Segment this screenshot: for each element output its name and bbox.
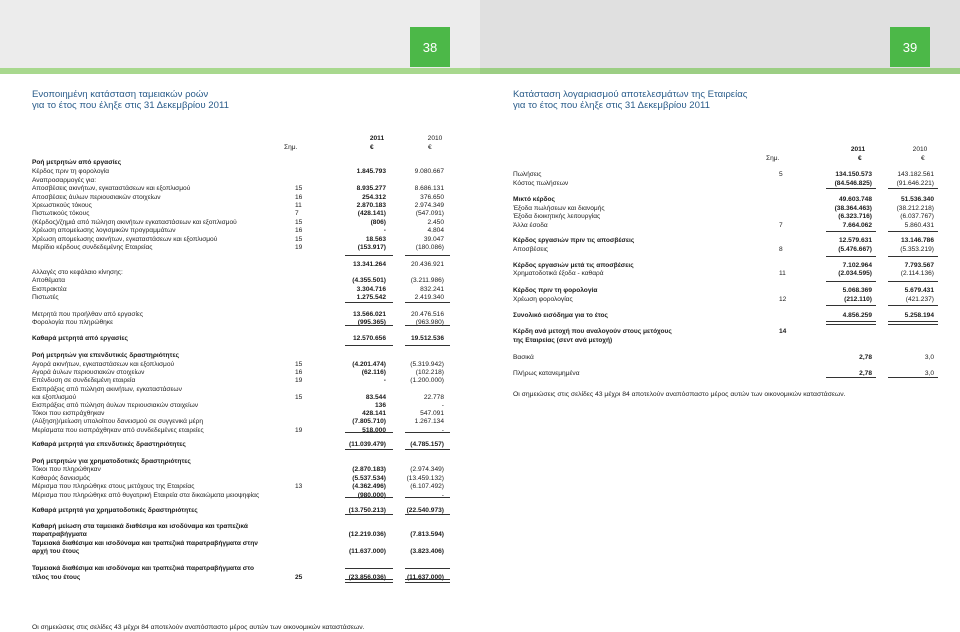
- left-row-label: Μερίσματα που εισπράχθηκαν από συνδεδεμένες εταιρείες: [32, 427, 204, 434]
- left-row-label: Αποθέματα: [32, 277, 66, 284]
- right-row-value-2010: (91.646.221): [896, 180, 934, 187]
- left-row-value-2010: (2.974.349): [410, 466, 444, 473]
- left-row-value-2010: (7.813.594): [410, 531, 444, 538]
- right-row-value-2011: 4.856.259: [842, 312, 872, 319]
- rule: [405, 302, 450, 303]
- right-row-label: Πλήρως κατανεμημένα: [513, 370, 580, 377]
- right-row-label: Έξοδα διοικητικής λειτουργίας: [513, 213, 601, 220]
- left-row-value-2011: -: [383, 227, 386, 234]
- left-row-value-2010: -: [441, 492, 444, 499]
- left-row-value-2011: 1.275.542: [356, 294, 386, 301]
- left-row-note: 15: [295, 361, 303, 368]
- rule: [405, 514, 450, 515]
- left-row-value-2010: (3.823.406): [410, 548, 444, 555]
- left-row-note: 11: [295, 202, 302, 209]
- left-row-value-2011: (428.141): [357, 210, 386, 217]
- left-row-value-2011: (23.856.036): [348, 574, 386, 581]
- left-row-label: Ροή μετρητών από εργασίες: [32, 159, 122, 166]
- left-row-value-2010: 547.091: [420, 410, 444, 417]
- left-row-value-2010: 22.778: [423, 394, 444, 401]
- left-row-value-2010: 20.476.516: [410, 311, 444, 318]
- rule: [826, 305, 876, 306]
- left-row-label: (Κέρδος)/ζημιά από πώληση ακινήτων εγκαταστάσεων και εξοπλισμού: [32, 219, 237, 226]
- right-row-value-2010: 5.860.431: [904, 222, 934, 229]
- left-row-label: Μέρισμα που πληρώθηκε στους μετόχους της Εταιρείας: [32, 483, 195, 490]
- right-row-label: Χρέωση φορολογίας: [513, 296, 573, 303]
- left-row-value-2010: (11.637.000): [406, 574, 444, 581]
- rule: [345, 325, 393, 326]
- right-footnote: Οι σημειώσεις στις σελίδες 43 μέχρι 84 αποτελούν αναπόσπαστο μέρος αυτών των οικονομικών καταστάσεων.: [513, 391, 846, 398]
- left-row-label: Καθαρά μετρητά για επενδυτικές δραστηριότητες: [32, 441, 186, 448]
- left-row-label: Εισπράξεις από πώληση ακινήτων, εγκαταστάσεων: [32, 386, 182, 393]
- right-currency-2011: €: [858, 155, 862, 162]
- left-row-value-2010: (180.086): [415, 244, 444, 251]
- right-row-label: Μικτό κέρδος: [513, 196, 555, 203]
- right-row-label: Κέρδος εργασιών μετά τις αποσβέσεις: [513, 262, 634, 269]
- left-row-note: 19: [295, 427, 303, 434]
- right-row-value-2011: (6.323.716): [838, 213, 872, 220]
- left-row-value-2010: (963.980): [415, 319, 444, 326]
- left-row-label: Κέρδος πριν τη φορολογία: [32, 168, 110, 175]
- right-row-value-2010: 7.793.567: [904, 262, 934, 269]
- left-row-label: αρχή του έτους: [32, 548, 80, 555]
- left-row-label: Τόκοι που εισπράχθηκαν: [32, 410, 105, 417]
- right-row-value-2010: (5.353.219): [900, 246, 934, 253]
- left-row-value-2010: (13.459.132): [406, 475, 444, 482]
- left-row-note: 15: [295, 185, 303, 192]
- left-col-note: Σημ.: [284, 144, 298, 151]
- left-col-2011: 2011: [369, 135, 385, 142]
- right-row-label: Άλλα έσοδα: [513, 222, 548, 229]
- left-row-value-2011: (11.039.479): [348, 441, 386, 448]
- double-rule: [405, 579, 450, 583]
- left-row-value-2011: (7.805.710): [352, 418, 386, 425]
- left-row-label: Αποσβέσεις ακινήτων, εγκαταστάσεων και εξοπλισμού: [32, 185, 191, 192]
- left-row-value-2011: (4.355.501): [352, 277, 386, 284]
- right-title: [513, 89, 747, 111]
- rule: [405, 345, 450, 346]
- left-row-value-2011: (806): [370, 219, 386, 226]
- right-row-value-2011: 5.068.369: [842, 287, 872, 294]
- rule: [888, 188, 938, 189]
- right-row-value-2011: 7.664.062: [842, 222, 872, 229]
- right-row-value-2010: 5.258.194: [904, 312, 934, 319]
- left-row-value-2011: (62.116): [361, 369, 386, 376]
- right-header-strip: [480, 68, 960, 74]
- right-row-note: 12: [779, 296, 787, 303]
- left-row-label: Καθαρή μείωση στα ταμειακά διαθέσιμα και ισοδύναμα και τραπεζικά: [32, 523, 248, 530]
- right-row-label: Κέρδος πριν τη φορολογία: [513, 287, 598, 294]
- left-row-value-2010: -: [441, 427, 444, 434]
- left-row-value-2011: (12.219.036): [348, 531, 386, 538]
- right-row-value-2011: 134.150.573: [835, 171, 872, 178]
- rule: [826, 231, 876, 232]
- right-row-value-2010: (38.212.218): [896, 205, 934, 212]
- left-header-strip: [0, 68, 480, 74]
- left-row-label: Φορολογία που πληρώθηκε: [32, 319, 114, 326]
- right-col-note: Σημ.: [766, 155, 780, 162]
- right-row-value-2011: (84.546.825): [834, 180, 872, 187]
- left-row-value-2010: 8.686.131: [414, 185, 444, 192]
- right-row-value-2011: 2,78: [859, 370, 872, 377]
- page-number-right: 39: [890, 27, 930, 67]
- left-row-value-2011: 3.304.716: [356, 286, 386, 293]
- left-row-value-2010: 39.047: [423, 236, 444, 243]
- right-row-label: Κέρδη ανά μετοχή που αναλογούν στους μετόχους: [513, 328, 672, 335]
- left-row-value-2010: (3.211.986): [410, 277, 444, 284]
- left-row-note: 7: [295, 210, 299, 217]
- left-row-value-2010: 19.512.536: [410, 335, 444, 342]
- left-row-value-2010: 2.974.349: [414, 202, 444, 209]
- right-page-header: [480, 0, 960, 68]
- left-row-label: Αναπροσαρμογές για:: [32, 177, 97, 184]
- rule: [826, 188, 876, 189]
- left-row-label: Χρέωση απομείωσης λογισμικών προγραμμάτων: [32, 227, 176, 234]
- right-row-label: Κέρδος εργασιών πριν τις αποσβέσεις: [513, 237, 635, 244]
- right-row-note: 5: [779, 171, 783, 178]
- right-row-note: 14: [779, 328, 787, 335]
- left-row-value-2010: (6.107.492): [410, 483, 444, 490]
- left-row-value-2011: 136: [374, 402, 386, 409]
- rule: [345, 568, 393, 569]
- rule: [888, 231, 938, 232]
- left-row-value-2010: (1.200.000): [410, 377, 444, 384]
- right-row-label: Συνολικό εισόδημα για το έτος: [513, 312, 608, 319]
- right-row-value-2011: 12.579.631: [838, 237, 872, 244]
- rule: [345, 432, 393, 433]
- right-row-value-2010: 13.146.786: [900, 237, 934, 244]
- left-row-label: Αποσβέσεις άυλων περιουσιακών στοιχείων: [32, 194, 161, 201]
- right-row-value-2011: 49.603.748: [838, 196, 872, 203]
- left-row-value-2011: (2.870.183): [352, 466, 386, 473]
- right-row-label: Αποσβέσεις: [513, 246, 548, 253]
- right-row-value-2011: 2,78: [859, 354, 872, 361]
- left-row-label: παρατραβήγματα: [32, 531, 87, 538]
- left-row-value-2010: (5.319.942): [410, 361, 444, 368]
- left-row-label: Ροή μετρητών για επενδυτικές δραστηριότητες: [32, 352, 180, 359]
- left-row-note: 25: [295, 574, 303, 581]
- left-row-note: 19: [295, 244, 303, 251]
- left-row-label: Καθαρά μετρητά για χρηματοδοτικές δραστηριότητες: [32, 507, 198, 514]
- left-row-value-2010: 2.450: [427, 219, 444, 226]
- left-title-line2: για το έτος που έληξε στις 31 Δεκεμβρίου 2011: [32, 100, 229, 111]
- rule: [405, 325, 450, 326]
- right-title-line1: Κατάσταση λογαριασμού αποτελεσμάτων της Εταιρείας: [513, 89, 748, 100]
- left-row-label: Μετρητά που προήλθαν από εργασίες: [32, 311, 144, 318]
- left-row-value-2011: 13.341.264: [352, 261, 386, 268]
- left-row-label: Ταμειακά διαθέσιμα και ισοδύναμα και τραπεζικά παρατραβήγματα στην: [32, 540, 258, 547]
- left-row-label: Μερίδιο κέρδους συνδεδεμένης Εταιρείας: [32, 244, 153, 251]
- right-row-label: Βασικά: [513, 354, 534, 361]
- left-row-label: (Αύξηση)/μείωση υπολοίπου δανεισμού σε συγγενικά μέρη: [32, 418, 203, 425]
- left-row-label: Καθαρός δανεισμός: [32, 475, 90, 482]
- left-row-value-2011: (153.917): [357, 244, 386, 251]
- left-row-note: 16: [295, 194, 303, 201]
- right-col-2011: 2011: [850, 146, 866, 153]
- right-row-value-2010: 3,0: [924, 370, 934, 377]
- left-row-value-2011: 518.000: [362, 427, 386, 434]
- left-row-label: Αγορά ακινήτων, εγκαταστάσεων και εξοπλισμού: [32, 361, 175, 368]
- left-row-label: Εισπράξεις από πώληση άυλων περιουσιακών στοιχείων: [32, 402, 199, 409]
- left-row-note: 16: [295, 369, 303, 376]
- right-row-value-2011: 7.102.964: [842, 262, 872, 269]
- left-row-label: Πιστωτές: [32, 294, 59, 301]
- left-row-label: και εξοπλισμού: [32, 394, 77, 401]
- right-row-label: Έξοδα πωλήσεων και διανομής: [513, 205, 605, 212]
- right-row-value-2010: (6.037.767): [900, 213, 934, 220]
- rule: [345, 302, 393, 303]
- left-row-value-2011: 13.566.021: [352, 311, 386, 318]
- rule: [826, 281, 876, 282]
- left-row-value-2011: (13.750.213): [348, 507, 386, 514]
- left-row-value-2011: 2.870.183: [356, 202, 386, 209]
- left-row-label: Αγορά άυλων περιουσιακών στοιχείων: [32, 369, 145, 376]
- left-row-note: 15: [295, 394, 303, 401]
- right-row-note: 8: [779, 246, 783, 253]
- rule: [405, 449, 450, 450]
- left-row-label: Χρέωση απομείωσης ακινήτων, εγκαταστάσεων και εξοπλισμού: [32, 236, 218, 243]
- left-row-note: 15: [295, 219, 303, 226]
- left-row-value-2011: 1.845.793: [356, 168, 386, 175]
- left-row-value-2010: (102.218): [415, 369, 444, 376]
- right-row-value-2010: 3,0: [924, 354, 934, 361]
- right-title-line2: για το έτος που έληξε στις 31 Δεκεμβρίου 2011: [513, 100, 710, 111]
- left-row-note: 13: [295, 483, 303, 490]
- left-row-value-2011: (4.201.474): [352, 361, 386, 368]
- rule: [345, 514, 393, 515]
- double-rule: [888, 321, 938, 325]
- right-row-value-2010: 5.679.431: [904, 287, 934, 294]
- rule: [345, 449, 393, 450]
- right-row-label: Χρηματοδοτικά έξοδα - καθαρά: [513, 270, 604, 277]
- left-row-label: Ταμειακά διαθέσιμα και ισοδύναμα και τραπεζικά παρατραβήγματα στο: [32, 565, 255, 572]
- rule: [345, 497, 393, 498]
- left-row-value-2010: (547.091): [415, 210, 444, 217]
- right-col-2010: 2010: [912, 146, 928, 153]
- left-row-label: Επένδυση σε συνδεδεμένη εταιρεία: [32, 377, 136, 384]
- left-row-label: Καθαρά μετρητά από εργασίες: [32, 335, 128, 342]
- right-row-value-2011: (38.364.463): [834, 205, 872, 212]
- left-footnote: Οι σημειώσεις στις σελίδες 43 μέχρι 84 αποτελούν αναπόσπαστο μέρος αυτών των οικονομικών καταστάσεων.: [32, 624, 365, 631]
- rule: [405, 568, 450, 569]
- page-number-left: 38: [410, 27, 450, 67]
- left-row-value-2010: 1.267.134: [414, 418, 444, 425]
- rule: [405, 255, 450, 256]
- left-row-label: Πιστωτικούς τόκους: [32, 210, 90, 217]
- right-row-value-2010: 51.536.340: [900, 196, 934, 203]
- left-row-value-2011: (980.000): [357, 492, 386, 499]
- left-row-value-2011: (995.365): [357, 319, 386, 326]
- rule: [826, 377, 876, 378]
- left-currency-2010: €: [428, 144, 432, 151]
- left-row-value-2011: -: [383, 377, 386, 384]
- right-row-value-2010: (421.237): [905, 296, 934, 303]
- left-row-label: τέλος του έτους: [32, 574, 81, 581]
- right-row-value-2011: (212.110): [844, 296, 872, 303]
- rule: [888, 256, 938, 257]
- left-row-value-2011: 12.570.656: [352, 335, 386, 342]
- rule: [405, 432, 450, 433]
- left-col-2010: 2010: [427, 135, 443, 142]
- left-title: [32, 89, 229, 111]
- right-currency-2010: €: [921, 155, 925, 162]
- left-row-value-2010: 376.650: [420, 194, 444, 201]
- left-row-value-2010: (22.540.973): [406, 507, 444, 514]
- left-row-label: Τόκοι που πληρώθηκαν: [32, 466, 101, 473]
- left-row-note: 16: [295, 227, 303, 234]
- rule: [405, 497, 450, 498]
- left-row-value-2011: 18.563: [365, 236, 386, 243]
- left-page-header: [0, 0, 480, 68]
- left-row-value-2010: (4.785.157): [410, 441, 444, 448]
- double-rule: [345, 579, 393, 583]
- left-currency-2011: €: [370, 144, 374, 151]
- double-rule: [826, 321, 876, 325]
- rule: [888, 377, 938, 378]
- left-row-label: Εισπρακτέα: [32, 286, 67, 293]
- right-row-note: 11: [779, 270, 786, 277]
- left-row-label: Αλλαγές στο κεφάλαιο κίνησης:: [32, 269, 123, 276]
- rule: [345, 255, 393, 256]
- right-row-value-2010: 143.182.561: [897, 171, 934, 178]
- left-row-value-2011: (4.362.496): [352, 483, 386, 490]
- rule: [888, 305, 938, 306]
- left-row-value-2010: 832.241: [420, 286, 444, 293]
- left-row-value-2010: 2.419.340: [414, 294, 444, 301]
- left-row-value-2011: 254.312: [362, 194, 386, 201]
- right-row-label: Κόστος πωλήσεων: [513, 180, 569, 187]
- right-row-note: 7: [779, 222, 783, 229]
- right-row-label: Πωλήσεις: [513, 171, 542, 178]
- right-row-label: της Εταιρείας (σεντ ανά μετοχή): [513, 337, 613, 344]
- left-row-value-2010: 4.804: [427, 227, 444, 234]
- left-row-label: Χρεωστικούς τόκους: [32, 202, 92, 209]
- left-title-line1: Ενοποιημένη κατάσταση ταμειακών ροών: [32, 89, 209, 100]
- rule: [826, 256, 876, 257]
- right-row-value-2010: (2.114.136): [900, 270, 934, 277]
- left-row-note: 15: [295, 236, 303, 243]
- left-row-label: Μέρισμα που πληρώθηκε από θυγατρική Εταιρεία στα δικαιώματα μειοψηφίας: [32, 492, 260, 499]
- left-row-note: 19: [295, 377, 303, 384]
- left-row-value-2011: (11.637.000): [348, 548, 386, 555]
- right-row-value-2011: (2.034.595): [838, 270, 872, 277]
- left-row-value-2011: 8.935.277: [356, 185, 386, 192]
- left-row-value-2011: (5.537.534): [352, 475, 386, 482]
- left-row-value-2010: -: [441, 402, 444, 409]
- left-row-value-2011: 83.544: [365, 394, 386, 401]
- rule: [345, 345, 393, 346]
- left-row-value-2010: 9.080.667: [414, 168, 444, 175]
- right-row-value-2011: (5.476.667): [838, 246, 872, 253]
- left-row-value-2010: 20.436.921: [410, 261, 444, 268]
- left-row-value-2011: 428.141: [362, 410, 386, 417]
- rule: [888, 281, 938, 282]
- left-row-label: Ροή μετρητών για χρηματοδοτικές δραστηριότητες: [32, 458, 191, 465]
